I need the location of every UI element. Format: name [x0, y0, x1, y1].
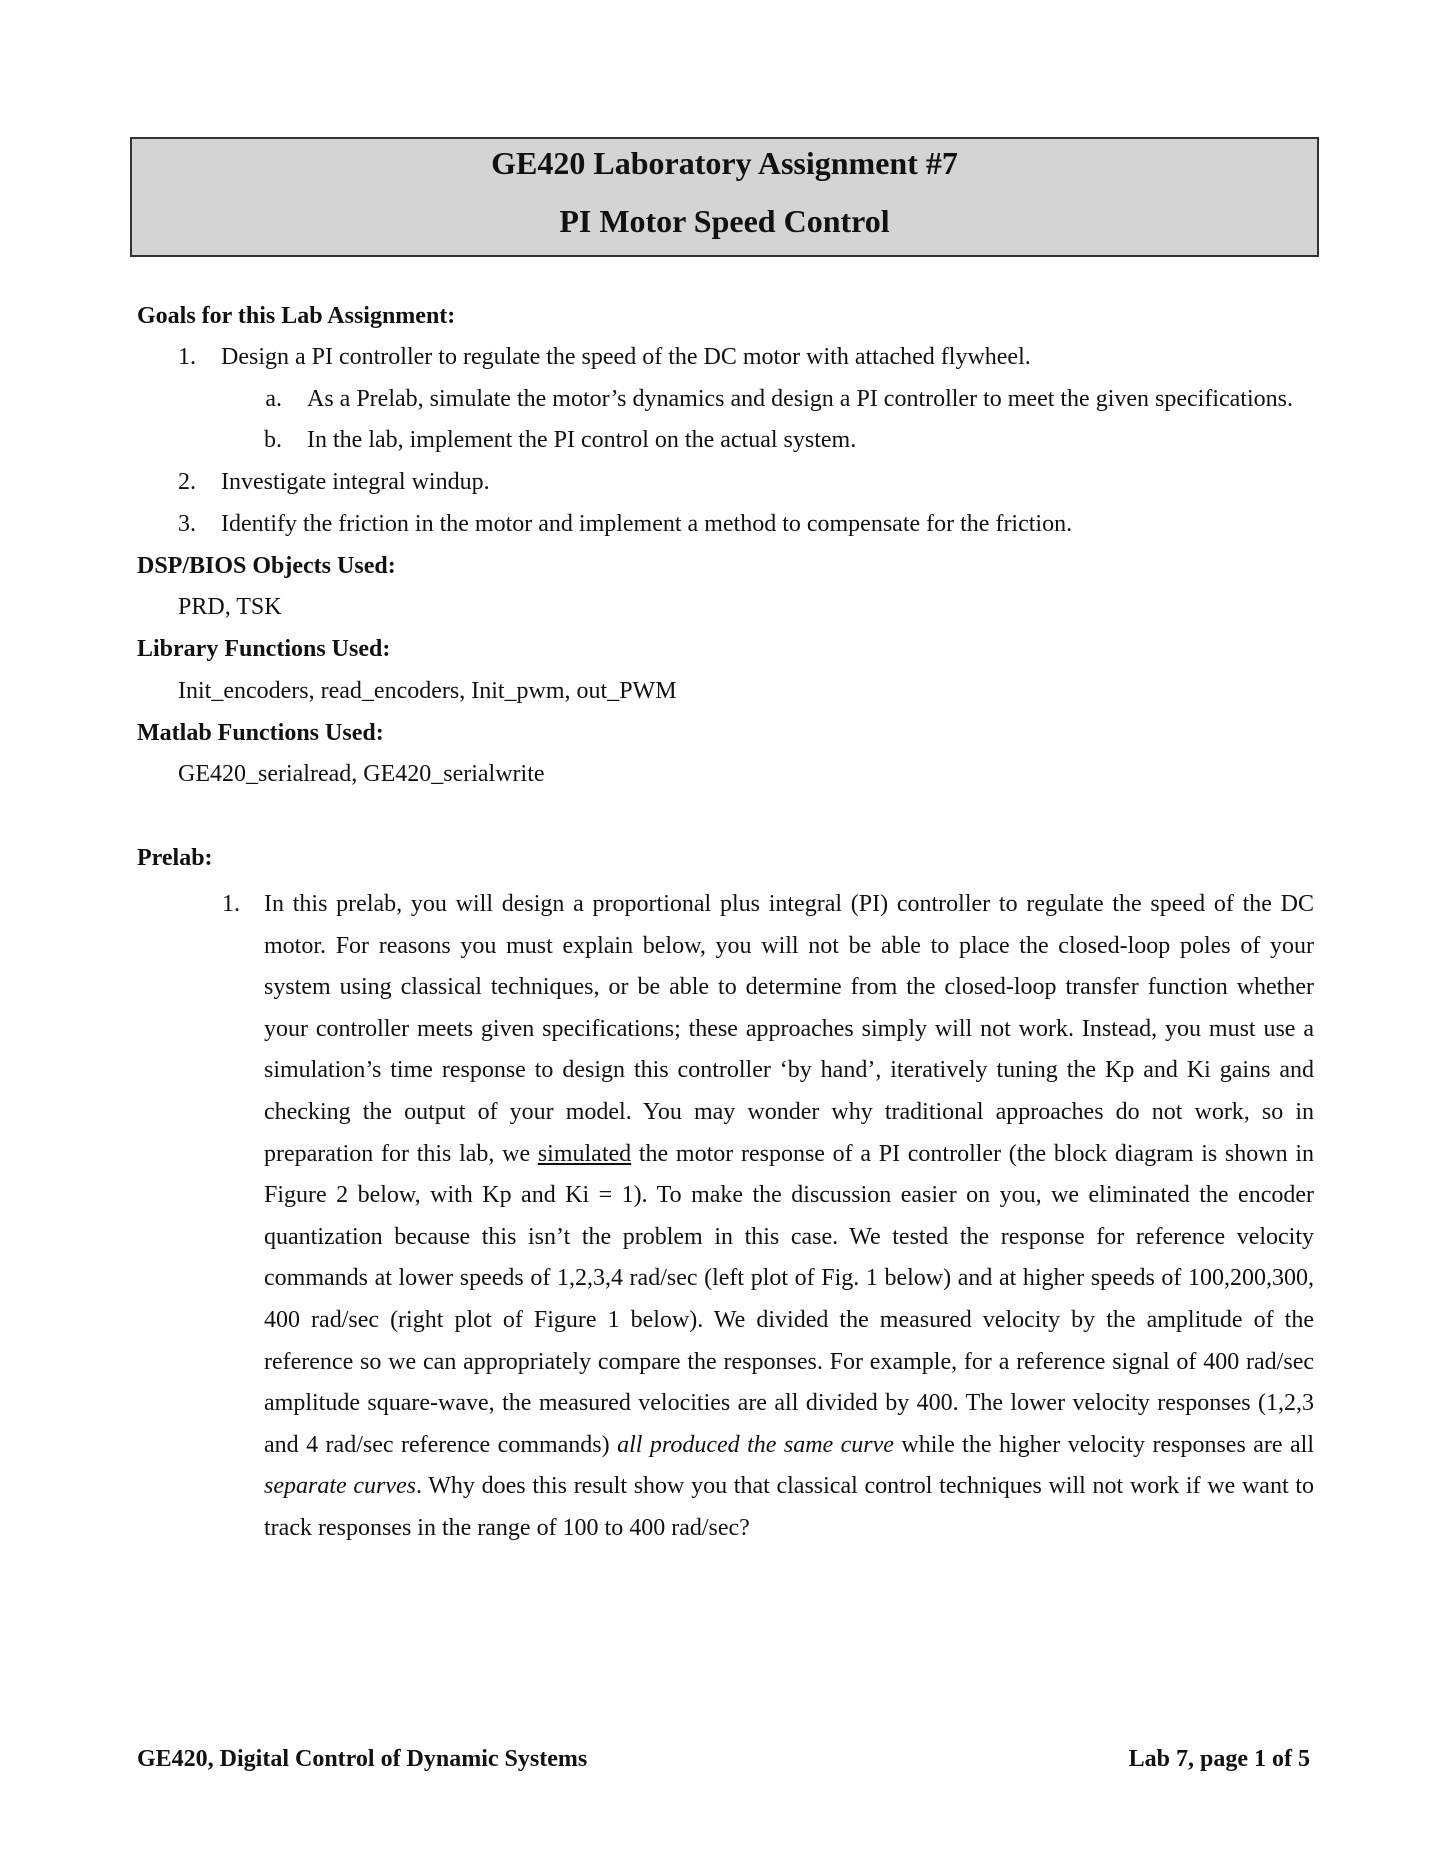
goal-number-1: 1. [178, 344, 196, 370]
dsp-value: PRD, TSK [178, 594, 282, 620]
prelab-text-part-2: the motor response of a PI controller (the block diagram is shown in Figure 2 below, with Kp and Ki = 1). To make the discussion easier on you, we eliminated the encoder quantization because this isn’t the problem in this case. We tested the response for reference velocity commands at lower speeds of 1,2,3,4 rad/sec (left plot of Fig. 1 below) and at higher speeds of 100,200,300, 400 rad/sec (right plot of Figure 1 below). We divided the measured velocity by the amplitude of the reference so we can appropriately compare the responses. For example, for a reference signal of 400 rad/sec amplitude square-wave, the measured velocities are all divided by 400. The lower velocity responses (1,2,3 and 4 rad/sec reference commands) [264, 1140, 1314, 1458]
page-title: GE420 Laboratory Assignment #7 [491, 145, 958, 181]
matlab-value: GE420_serialread, GE420_serialwrite [178, 761, 545, 787]
matlab-heading: Matlab Functions Used: [137, 720, 384, 746]
goal-subitem-b: In the lab, implement the PI control on the actual system. [307, 427, 857, 453]
goal-number-2: 2. [178, 469, 196, 495]
goal-item-2: Investigate integral windup. [221, 469, 490, 495]
goal-subitem-letter-a: a. [265, 386, 282, 412]
footer-course: GE420, Digital Control of Dynamic Systems [137, 1746, 588, 1772]
goal-subitem-a: As a Prelab, simulate the motor’s dynamics and design a PI controller to meet the given specifications. [307, 386, 1293, 412]
goal-item-1: Design a PI controller to regulate the speed of the DC motor with attached flywheel. [221, 344, 1031, 370]
footer-page-number: Lab 7, page 1 of 5 [1128, 1746, 1310, 1772]
prelab-heading: Prelab: [137, 845, 213, 871]
library-heading: Library Functions Used: [137, 636, 391, 662]
simulated-word: simulated [537, 1140, 632, 1167]
goal-number-3: 3. [178, 511, 196, 537]
italic-separate-curves: separate curves [264, 1473, 416, 1500]
prelab-text-part-3: while the higher velocity responses are all [893, 1431, 1314, 1458]
page-subtitle: PI Motor Speed Control [559, 203, 890, 239]
prelab-paragraph [264, 884, 1314, 1550]
title-box [130, 137, 1319, 257]
dsp-heading: DSP/BIOS Objects Used: [137, 553, 396, 579]
library-value: Init_encoders, read_encoders, Init_pwm, out_PWM [178, 678, 677, 704]
prelab-text-part-4: . Why does this result show you that classical control techniques will not work if we want to track responses in the range of 100 to 400 rad/sec? [264, 1473, 1314, 1541]
prelab-number-1: 1. [222, 891, 240, 917]
goals-heading: Goals for this Lab Assignment: [137, 303, 456, 329]
italic-same-curve: all produced the same curve [617, 1431, 894, 1458]
goal-subitem-letter-b: b. [264, 427, 282, 453]
goal-item-3: Identify the friction in the motor and implement a method to compensate for the friction. [221, 511, 1073, 537]
prelab-text-part-1: In this prelab, you will design a proportional plus integral (PI) controller to regulate the speed of the DC motor. For reasons you must explain below, you will not be able to place the closed-loop poles of your system using classical techniques, or be able to determine from the closed-loop transfer function whether your controller meets given specifications; these approaches simply will not work. Instead, you must use a simulation’s time response to design this controller ‘by hand’, iteratively tuning the Kp and Ki gains and checking the output of your model. You may wonder why traditional approaches do not work, so in preparation for this lab, we [264, 891, 1314, 1167]
